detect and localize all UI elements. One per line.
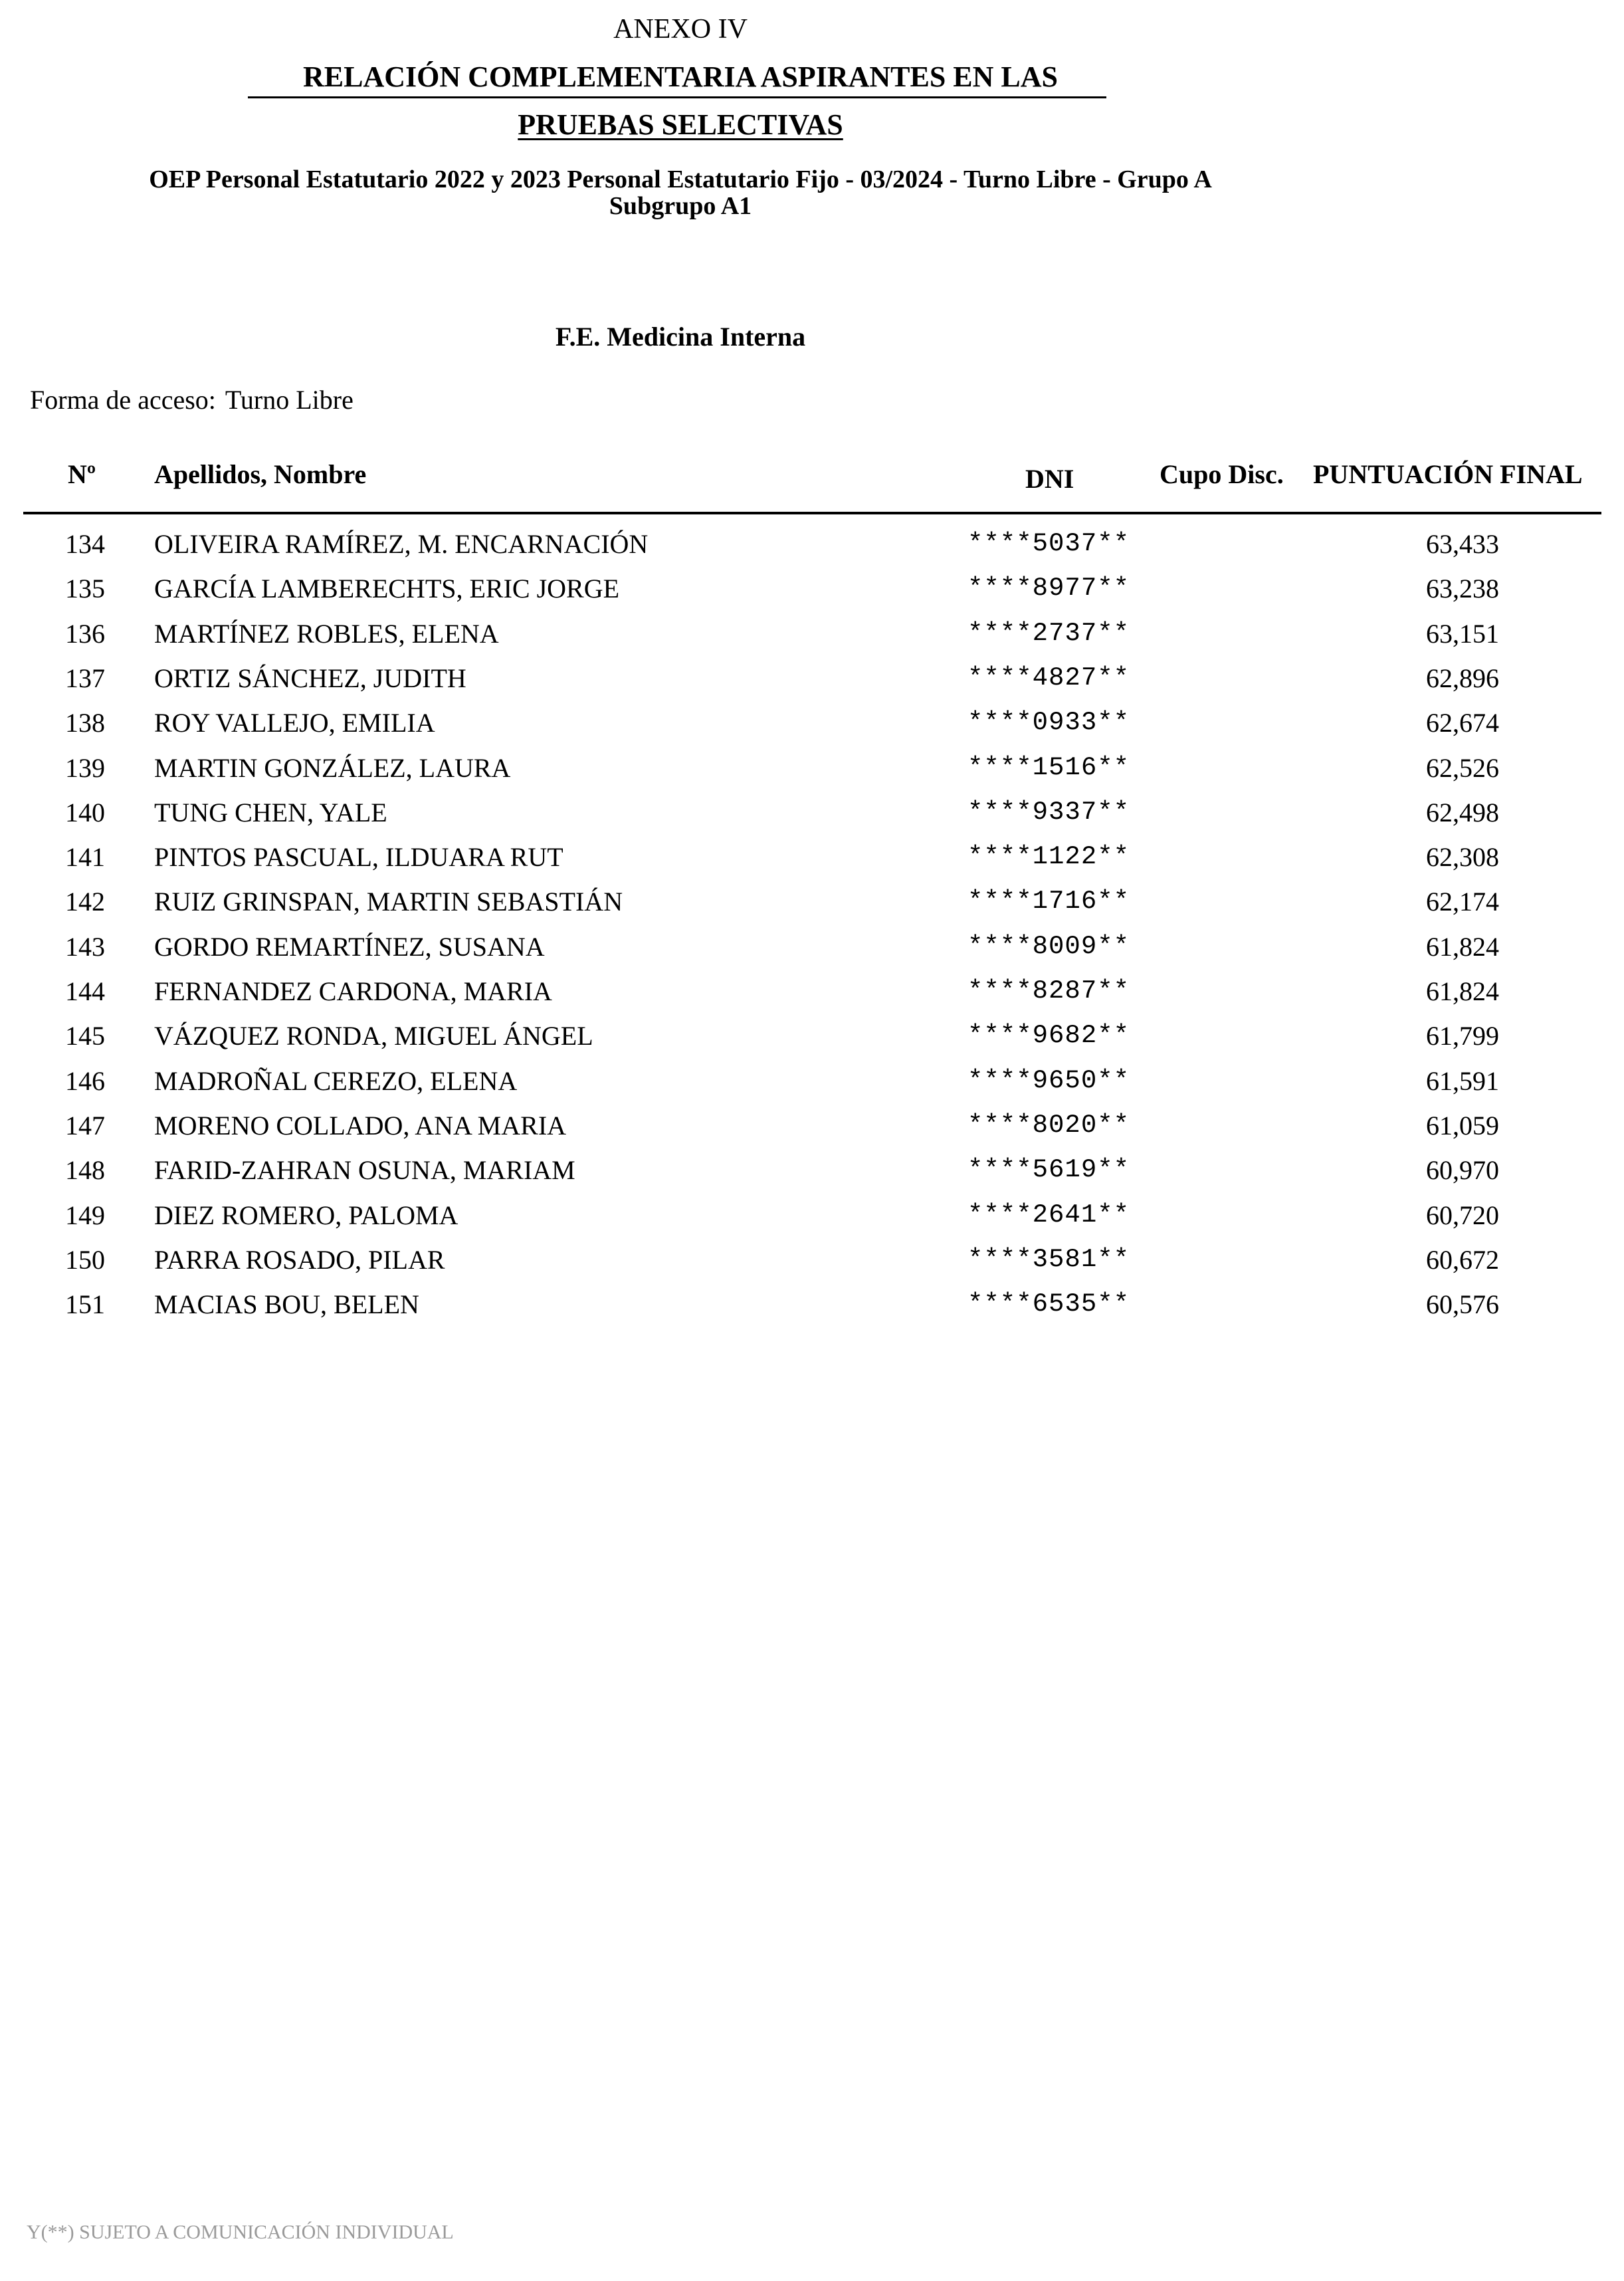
candidate-dni: ****8020** xyxy=(967,1110,1130,1140)
final-score: 60,720 xyxy=(1426,1200,1499,1230)
table-row xyxy=(0,969,1624,1014)
column-header-name: Apellidos, Nombre xyxy=(154,459,367,489)
row-number: 144 xyxy=(65,976,105,1006)
candidate-dni: ****8977** xyxy=(967,574,1130,603)
access-mode-label: Forma de acceso: xyxy=(30,385,216,415)
candidate-dni: ****0933** xyxy=(967,708,1130,738)
candidate-name: MORENO COLLADO, ANA MARIA xyxy=(154,1110,567,1140)
table-row xyxy=(0,1238,1624,1282)
final-score: 62,308 xyxy=(1426,842,1499,873)
final-score: 61,059 xyxy=(1426,1110,1499,1140)
candidate-name: MACIAS BOU, BELEN xyxy=(154,1289,419,1320)
candidate-dni: ****2737** xyxy=(967,618,1130,648)
row-number: 143 xyxy=(65,931,105,962)
candidate-dni: ****3581** xyxy=(967,1244,1130,1274)
specialty-heading: F.E. Medicina Interna xyxy=(555,322,806,352)
column-header-dni: DNI xyxy=(1025,464,1074,494)
row-number: 140 xyxy=(65,797,105,827)
candidate-dni: ****1716** xyxy=(967,887,1130,917)
final-score: 63,433 xyxy=(1426,529,1499,559)
candidate-name: GORDO REMARTÍNEZ, SUSANA xyxy=(154,931,545,962)
table-row xyxy=(0,1148,1624,1192)
final-score: 62,498 xyxy=(1426,797,1499,827)
candidate-name: FARID-ZAHRAN OSUNA, MARIAM xyxy=(154,1155,575,1186)
table-row xyxy=(0,566,1624,611)
final-score: 61,824 xyxy=(1426,976,1499,1006)
final-score: 60,576 xyxy=(1426,1289,1499,1320)
table-row xyxy=(0,522,1624,566)
candidate-dni: ****2641** xyxy=(967,1200,1130,1230)
column-header-number: Nº xyxy=(68,459,96,489)
row-number: 136 xyxy=(65,618,105,649)
candidate-name: ORTIZ SÁNCHEZ, JUDITH xyxy=(154,663,466,693)
table-row xyxy=(0,701,1624,745)
row-number: 142 xyxy=(65,887,105,917)
final-score: 60,672 xyxy=(1426,1244,1499,1275)
row-number: 151 xyxy=(65,1289,105,1320)
candidate-name: DIEZ ROMERO, PALOMA xyxy=(154,1200,458,1230)
row-number: 141 xyxy=(65,842,105,873)
row-number: 138 xyxy=(65,708,105,738)
access-mode-value: Turno Libre xyxy=(225,385,354,415)
candidate-name: FERNANDEZ CARDONA, MARIA xyxy=(154,976,552,1006)
final-score: 61,824 xyxy=(1426,931,1499,962)
candidate-dni: ****8009** xyxy=(967,931,1130,961)
final-score: 61,591 xyxy=(1426,1065,1499,1096)
candidate-dni: ****1122** xyxy=(967,842,1130,872)
row-number: 149 xyxy=(65,1200,105,1230)
table-row xyxy=(0,924,1624,969)
title-underline-rule xyxy=(248,96,1106,98)
table-row xyxy=(0,1193,1624,1238)
candidate-name: ROY VALLEJO, EMILIA xyxy=(154,708,435,738)
candidate-name: VÁZQUEZ RONDA, MIGUEL ÁNGEL xyxy=(154,1021,593,1051)
table-row xyxy=(0,790,1624,835)
table-row xyxy=(0,1103,1624,1148)
candidate-name: MARTÍNEZ ROBLES, ELENA xyxy=(154,618,499,649)
candidate-name: OLIVEIRA RAMÍREZ, M. ENCARNACIÓN xyxy=(154,529,649,559)
row-number: 139 xyxy=(65,752,105,783)
row-number: 147 xyxy=(65,1110,105,1140)
table-row xyxy=(0,879,1624,924)
candidate-dni: ****9682** xyxy=(967,1021,1130,1051)
candidate-dni: ****1516** xyxy=(967,752,1130,782)
candidate-name: PARRA ROSADO, PILAR xyxy=(154,1244,445,1275)
column-header-cupo-disc: Cupo Disc. xyxy=(1160,459,1284,489)
row-number: 150 xyxy=(65,1244,105,1275)
column-header-final-score: PUNTUACIÓN FINAL xyxy=(1313,459,1583,489)
candidate-name: MADROÑAL CEREZO, ELENA xyxy=(154,1065,518,1096)
final-score: 62,526 xyxy=(1426,752,1499,783)
final-score: 62,174 xyxy=(1426,887,1499,917)
final-score: 60,970 xyxy=(1426,1155,1499,1186)
candidate-name: GARCÍA LAMBERECHTS, ERIC JORGE xyxy=(154,574,620,604)
access-mode xyxy=(30,384,363,415)
document-title-line-2: PRUEBAS SELECTIVAS xyxy=(518,108,843,141)
annex-label: ANEXO IV xyxy=(613,14,748,45)
table-row xyxy=(0,835,1624,879)
table-row xyxy=(0,1059,1624,1103)
row-number: 146 xyxy=(65,1065,105,1096)
row-number: 148 xyxy=(65,1155,105,1186)
candidate-name: TUNG CHEN, YALE xyxy=(154,797,387,827)
row-number: 145 xyxy=(65,1021,105,1051)
candidate-dni: ****5619** xyxy=(967,1155,1130,1185)
table-row xyxy=(0,1014,1624,1058)
candidate-dni: ****6535** xyxy=(967,1289,1130,1319)
final-score: 63,151 xyxy=(1426,618,1499,649)
candidate-dni: ****9650** xyxy=(967,1065,1130,1095)
call-subtitle: OEP Personal Estatutario 2022 y 2023 Personal Estatutario Fijo - 03/2024 - Turno Libre - Grupo A Subgrupo A1 xyxy=(149,165,1212,220)
row-number: 134 xyxy=(65,529,105,559)
table-row xyxy=(0,1282,1624,1327)
candidate-dni: ****9337** xyxy=(967,797,1130,827)
final-score: 62,896 xyxy=(1426,663,1499,693)
document-title-line-1: RELACIÓN COMPLEMENTARIA ASPIRANTES EN LAS xyxy=(302,60,1059,93)
table-header-rule xyxy=(23,512,1601,514)
table-row xyxy=(0,611,1624,656)
final-score: 61,799 xyxy=(1426,1021,1499,1051)
footer-note: Y(**) SUJETO A COMUNICACIÓN INDIVIDUAL xyxy=(27,2221,454,2243)
row-number: 137 xyxy=(65,663,105,693)
final-score: 63,238 xyxy=(1426,574,1499,604)
candidate-dni: ****5037** xyxy=(967,529,1130,558)
candidate-dni: ****8287** xyxy=(967,976,1130,1006)
candidate-name: PINTOS PASCUAL, ILDUARA RUT xyxy=(154,842,563,873)
final-score: 62,674 xyxy=(1426,708,1499,738)
table-row xyxy=(0,656,1624,701)
table-row xyxy=(0,746,1624,790)
candidate-dni: ****4827** xyxy=(967,663,1130,693)
candidate-name: MARTIN GONZÁLEZ, LAURA xyxy=(154,752,511,783)
row-number: 135 xyxy=(65,574,105,604)
candidate-name: RUIZ GRINSPAN, MARTIN SEBASTIÁN xyxy=(154,887,623,917)
